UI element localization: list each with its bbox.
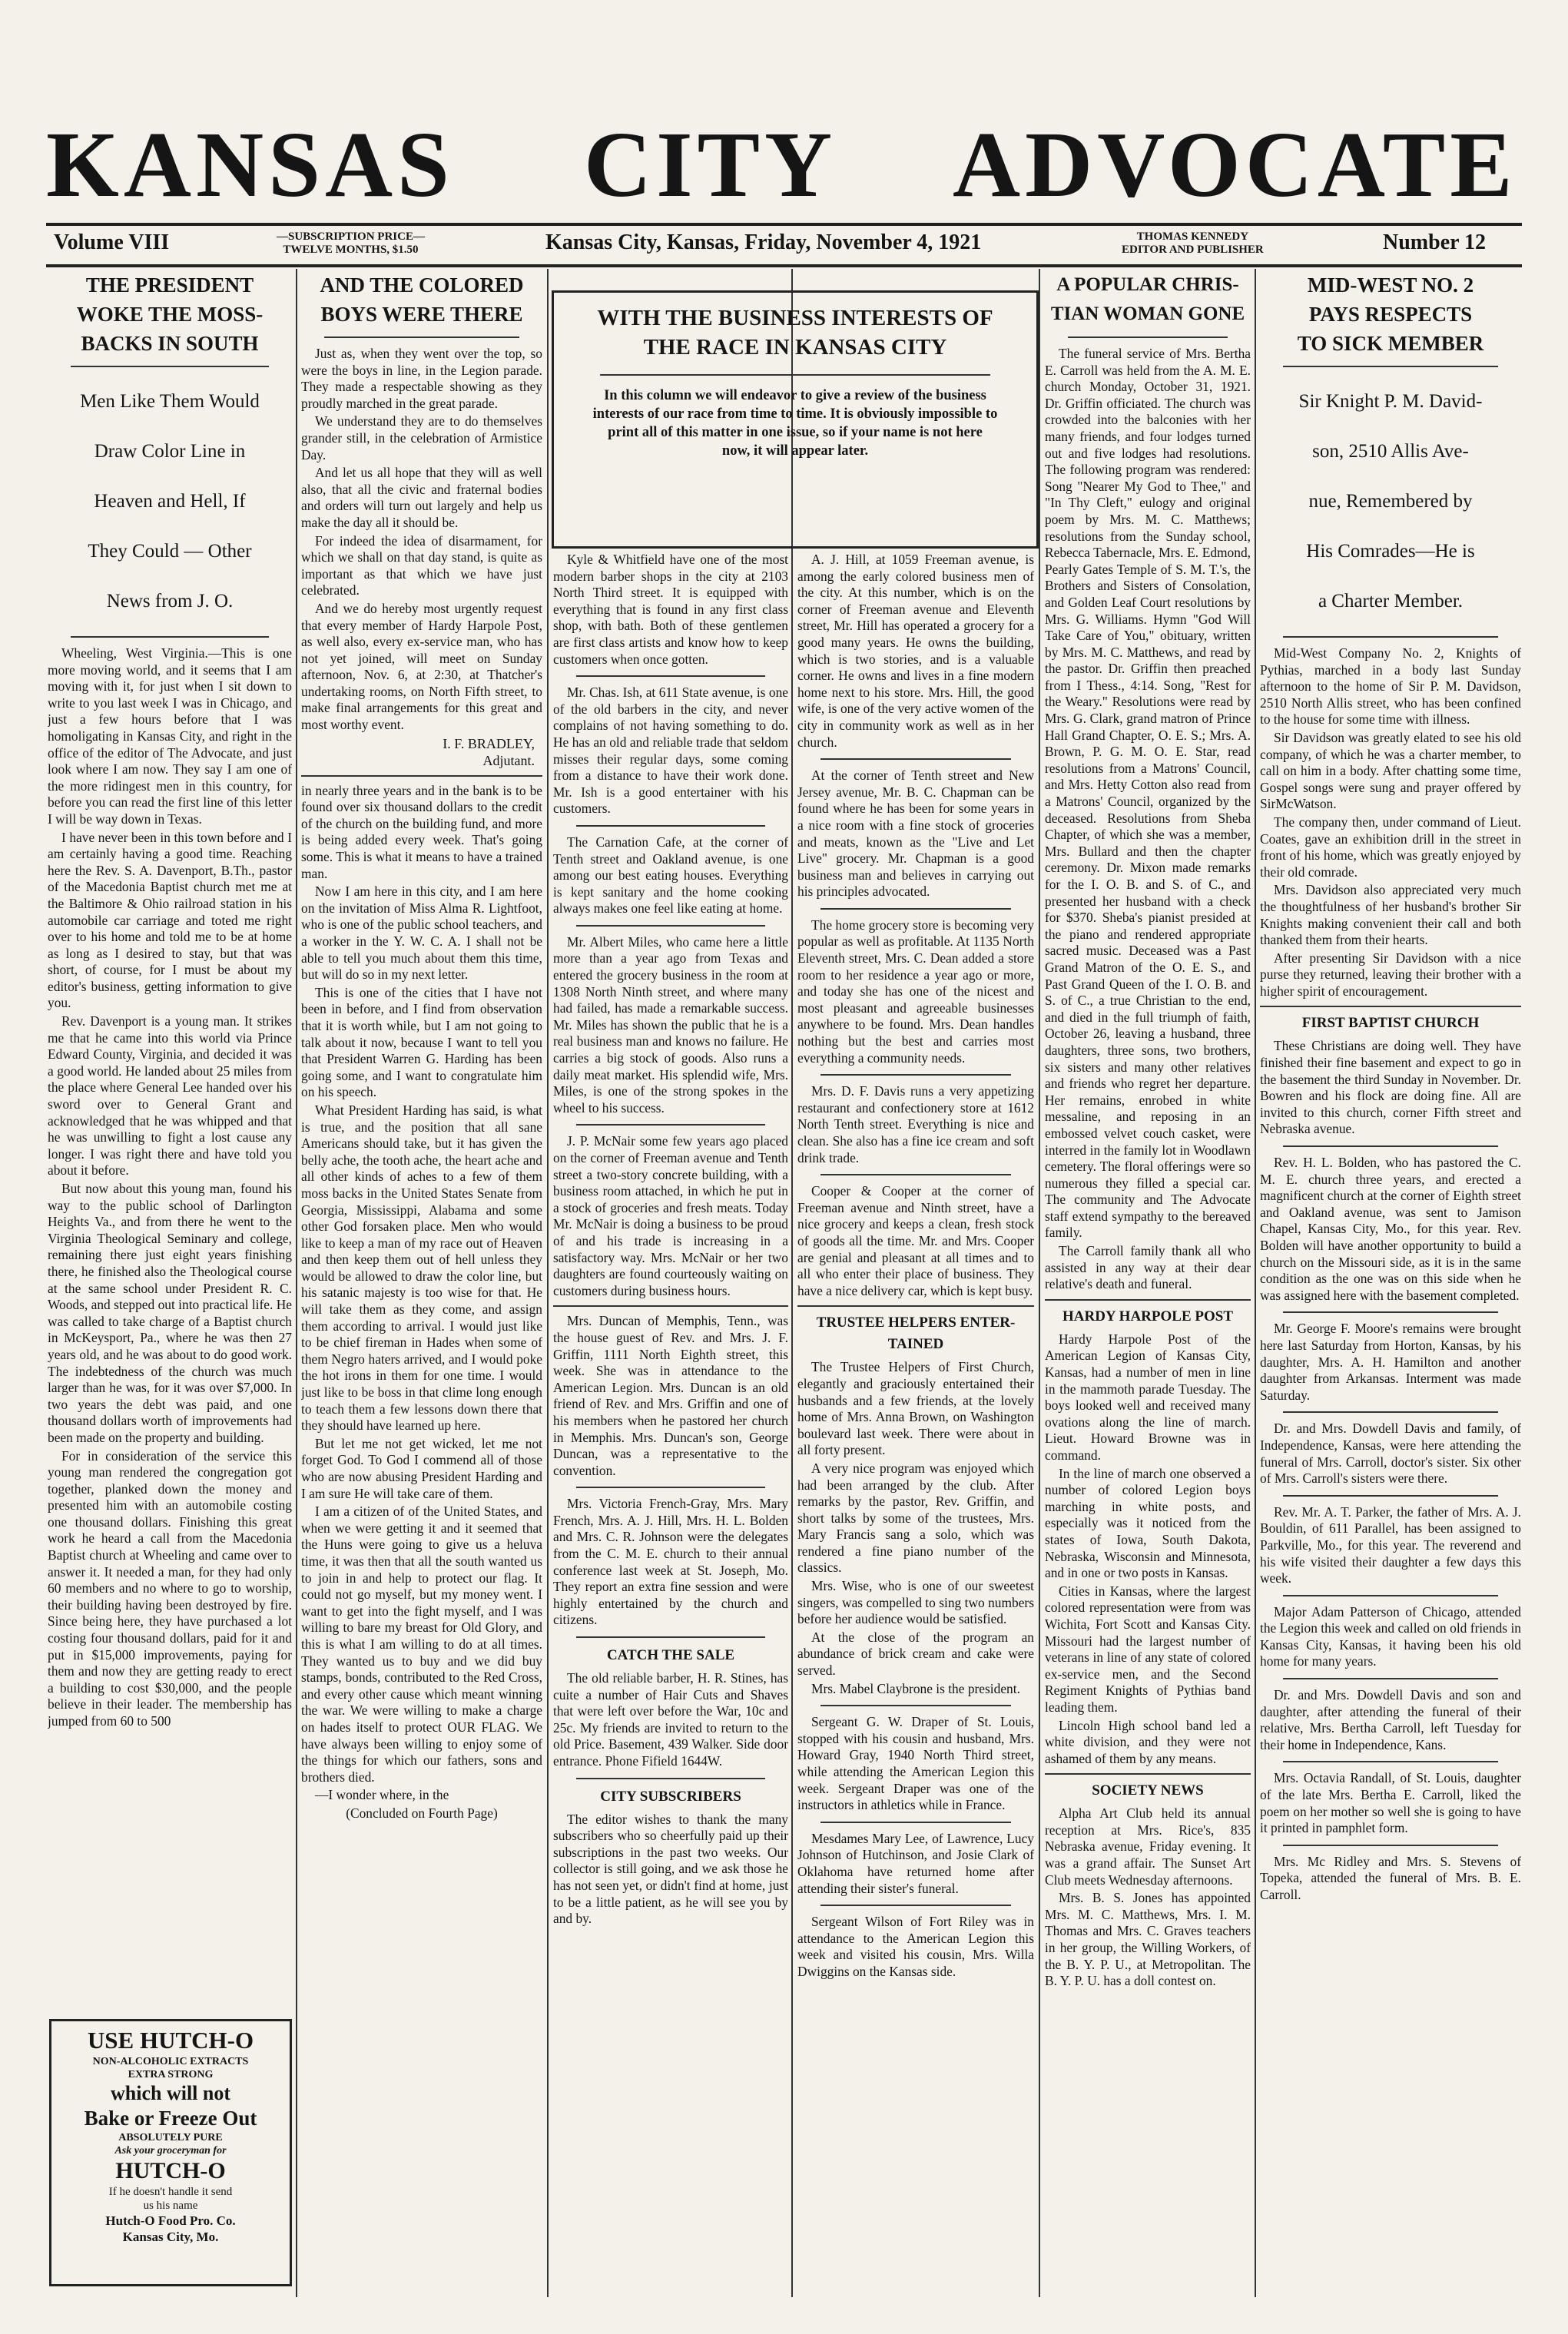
personal-item: Mrs. Duncan of Memphis, Tenn., was the house guest of Rev. and Mrs. J. F. Griffin, 1111 North Eighth street, this week. She was in attendance to the American Legion. Mrs. Duncan is an old friend of Rev. and Mrs. Griffin and one of his members when he pastored her church in Memphis. Mrs. Duncan's son, George Duncan, was a representative to the convention. bbox=[553, 1313, 788, 1478]
column-rule bbox=[791, 269, 793, 2297]
ad-brand: HUTCH-O bbox=[115, 2158, 226, 2183]
headline-colored-boys-line-1: AND THE COLORED bbox=[320, 274, 524, 297]
masthead-word-kansas: KANSAS bbox=[46, 113, 454, 217]
business-item: At the corner of Tenth street and New Jersey avenue, Mr. B. C. Chapman can be found where he has been for some years in a nice room with a fine stock of groceries and meats, known as the "Live and Let Live" grocery. Mr. Chapman is a good business man and believes in carrying out his principles advocated. bbox=[797, 768, 1034, 900]
ad-line: Ask your groceryman for bbox=[114, 2145, 227, 2157]
city-subscribers-text: The editor wishes to thank the many subscribers who so cheerfully paid up their subscriptions in the past two weeks. Our collector is still going, and we ask those he has not seen yet, or didn't find at home, just to be a little patient, as he will see you by and by. bbox=[553, 1811, 788, 1927]
divider bbox=[1283, 366, 1498, 367]
business-interests-box bbox=[552, 290, 1039, 549]
ad-title: USE HUTCH-O bbox=[87, 2027, 254, 2054]
article-paragraph: The Carroll family thank all who assisted in any way at their dear relative's death and funeral. bbox=[1045, 1243, 1251, 1292]
deck-line: Draw Color Line in bbox=[94, 441, 246, 462]
trustee-helpers-heading-line-1: TRUSTEE HELPERS ENTER- bbox=[816, 1315, 1016, 1331]
article-paragraph: The funeral service of Mrs. Bertha E. Carroll was held from the A. M. E. church Monday, October 31, 1921. Dr. Griffin officiated. The church was crowded into the balconies with her many friends, and four lodges turned out and five lodges had resolutions. The following program was rendered: Song "Nearer My God to Thee," and "In Thy Cleft," eulogy and original poem by Mrs. M. C. Matthews; resolutions from the Sunday school, Rebecca Tabernacle, Mrs. E. Edmond, Pearly Gates Temple of S. M. T.'s, the Brothers and Sisters of Consolation, and Golden Leaf Court resolutions by Mrs. G. Williams. Hymn "God Will Take Care of You," obituary, written by Mrs. M. C. Matthews, and read by the pastor. Dr. Griffin then preached from I Thess., 4:14. Song, "Rest for the Weary." Resolutions were read by Mrs. G. Clark, grand matron of Prince Hall Grand Chapter, O. E. S.; Mrs. A. Brown, P. G. M. O. E. Star, read resolutions from a Matrons' Council, and Mrs. Hetty Cotton also read from a Matrons' Council, organized by the deceased. Resolutions from Sheba Chapter, of which she was a member, Mrs. Bullard and then the chapter ceremony. Dr. Mixon made remarks for the I. O. B. and S. of C., and presented her husband with a check for $370. Sheba's pianist presided at the piano and rendered appropriate sacred music. Deceased was a Past Grand Matron of the O. E. S., and Past Grand Queen of the I. O. B. and S. of C., a true Christian to the end, and died in the full triumph of faith, October 26, leaving a husband, three daughters, three sons, two brothers, six sisters and many other relatives and friends who regret her departure. Her remains, enrobed in white messaline, and reposing in an embossed velvet couch casket, were interred in the family lot in Woodlawn cemetery. The floral offerings were so numerous they filled a special car. The community and The Advocate staff extend sympathy to the bereaved family. bbox=[1045, 346, 1251, 1241]
ad-line: ABSOLUTELY PURE bbox=[118, 2132, 223, 2143]
divider bbox=[1283, 1761, 1498, 1762]
personal-item: Rev. Mr. A. T. Parker, the father of Mrs. A. J. Bouldin, of 611 Parallel, has been assigned to Parkville, Mo., for this year. The reverend and his wife visited their daughter a few days this week. bbox=[1260, 1504, 1521, 1586]
business-item: Mr. Albert Miles, who came here a little more than a year ago from Texas and entered the grocery business in the room at 1308 North Ninth street, and where many had failed, has made a remarkable success. Mr. Miles has shown the public that he is a real business man and knows no failure. He carries a big stock of goods. Also runs a daily meat market. His splendid wife, Mrs. Miles, is one of the strong spokes in the wheel to his success. bbox=[553, 933, 788, 1116]
issue-info-bar bbox=[46, 223, 1522, 267]
article-paragraph: For indeed the idea of disarmament, for which we shall on that day stand, is quite as important as that which we have just celebrated. bbox=[301, 532, 542, 598]
divider bbox=[324, 337, 519, 338]
article-paragraph: I have never been in this town before and I am certainly having a good time. Reaching here the Rev. S. A. Davenport, B.Th., pastor of the Macedonia Baptist church met me at the Baltimore & Ohio railroad station in his automobile car carriage and toted me right over to his home and told me to be at home as long as I desired to stay, but that was short, of course, for I must be about my editor's business, getting information to give you. bbox=[48, 829, 292, 1011]
divider bbox=[820, 1074, 1011, 1076]
business-item: Cooper & Cooper at the corner of Freeman avenue and Ninth street, have a nice grocery and keeps a clean, fresh stock of goods all the time. Mr. and Mrs. Cooper are genial and pleasant at all times and to all who enter their place of business. They have a nice delivery car, which is kept busy. bbox=[797, 1183, 1034, 1298]
divider bbox=[1283, 1495, 1498, 1497]
divider bbox=[1283, 636, 1498, 638]
article-paragraph: in nearly three years and in the bank is to be found over six thousand dollars to the credit of the church on the building fund, and more is being added every week. That's going some. This is what it means to have a trained man. bbox=[301, 782, 542, 881]
headline-president-line-3: BACKS IN SOUTH bbox=[81, 332, 259, 355]
hutch-o-advertisement bbox=[49, 2019, 292, 2286]
society-news-heading: SOCIETY NEWS bbox=[1092, 1782, 1204, 1799]
deck-line: News from J. O. bbox=[106, 591, 234, 612]
personal-item: Major Adam Patterson of Chicago, attended the Legion this week and called on old friends in Kansas City, Kansas, it having been his old home for many years. bbox=[1260, 1603, 1521, 1669]
catch-the-sale-heading: CATCH THE SALE bbox=[606, 1647, 735, 1664]
trustee-helpers-heading-line-2: TAINED bbox=[887, 1336, 944, 1353]
article-paragraph: Mrs. B. S. Jones has appointed Mrs. M. C. Matthews, Mrs. I. M. Thomas and Mrs. C. Graves teachers in her group, the Willing Workers, of the B. Y. P. U., at Metropolitan. The B. Y. P. U. has a doll contest on. bbox=[1045, 1890, 1251, 1989]
article-paragraph: Cities in Kansas, where the largest colored representation were from was Wichita, Fort Scott and Kansas City. Missouri had the largest number of veterans in line of any state of colored ex-service men, and the Second Regiment Knights of Pythias band leading them. bbox=[1045, 1583, 1251, 1715]
deck-line: His Comrades—He is bbox=[1306, 541, 1475, 562]
continued-notice: (Concluded on Fourth Page) bbox=[346, 1805, 498, 1821]
column-3 bbox=[553, 552, 788, 2296]
divider bbox=[576, 1487, 765, 1488]
deck-line: a Charter Member. bbox=[1318, 591, 1464, 612]
divider bbox=[820, 1174, 1011, 1175]
headline-christian-woman-line-1: A POPULAR CHRIS- bbox=[1056, 274, 1239, 295]
deck-line: nue, Remembered by bbox=[1308, 491, 1473, 512]
ad-line: us his name bbox=[143, 2200, 198, 2212]
divider bbox=[71, 636, 269, 638]
divider bbox=[797, 1305, 1034, 1307]
divider bbox=[600, 374, 990, 376]
article-paragraph: Lincoln High school band led a white division, and they were not ashamed of them by any means. bbox=[1045, 1717, 1251, 1766]
business-item: Kyle & Whitfield have one of the most modern barber shops in the city at 2103 North Third street. It is equipped with everything that is found in any first class shop, with bath. Both of these gentlemen are first class artists and know how to keep customers when once gotten. bbox=[553, 552, 788, 667]
divider bbox=[820, 1822, 1011, 1823]
article-paragraph: After presenting Sir Davidson with a nice purse they returned, leaving their brother with a higher spirit of encouragement. bbox=[1260, 950, 1521, 999]
divider bbox=[576, 825, 765, 827]
divider bbox=[820, 758, 1011, 760]
divider bbox=[1283, 1678, 1498, 1679]
personal-item: Dr. and Mrs. Dowdell Davis and family, of Independence, Kansas, were here attending the funeral of Mrs. Carroll, doctor's sister. Six other of Mrs. Carroll's sisters were there. bbox=[1260, 1421, 1521, 1487]
personal-item: Mrs. Victoria French-Gray, Mrs. Mary French, Mrs. A. J. Hill, Mrs. H. L. Bolden and Mrs. C. R. Johnson were the delegates from the C. M. E. church to their annual conference last week at St. Joseph, Mo. They report an extra fine session and were highly entertained by the church and citizens. bbox=[553, 1496, 788, 1628]
column-4 bbox=[797, 552, 1034, 2296]
catch-the-sale-text: The old reliable barber, H. R. Stines, has cuite a number of Hair Cuts and Shaves that were left over before the War, 10c and 25c. My friends are invited to return to the old Price. Basement, 439 Walker. Side door entrance. Phone Fifield 1644W. bbox=[553, 1670, 788, 1769]
personal-item: Mrs. Octavia Randall, of St. Louis, daughter of the late Mrs. Bertha E. Carroll, liked the poem on her mother so well she is going to have it printed in pamphlet form. bbox=[1260, 1770, 1521, 1836]
subscription-price bbox=[277, 230, 425, 257]
article-paragraph: At the close of the program an abundance of brick cream and cake were served. bbox=[797, 1629, 1034, 1679]
personal-item: Rev. H. L. Bolden, who has pastored the C. M. E. church three years, and erected a magnificent church at the corner of Eighth street and Oakland avenue, was sent to Jamison Chapel, Kansas City, Mo., for this year. Rev. Bolden will have another opportunity to build a church on the Missouri side, as it is in the same condition as the one was on this side when he was assigned here with the basement completed. bbox=[1260, 1155, 1521, 1303]
article-paragraph: I am a citizen of of the United States, and when we were getting it and it seemed that the Huns were going to give us a heluva time, it was then that all the south wanted us to join in and help to protect our flag. It could not go myself, but my money went. I want to get into the fight myself, and I was willing to bare my breast for Old Glory, and this is what I am willing to do at all times. They wanted us to buy and we did buy stamps, bonds, contributed to the Red Cross, and every other cause which meant winning the war. We were willing to make a charge on hades itself to protect OUR FLAG. We have always been willing to enjoy some of the things for which our fathers, sons and brothers died. bbox=[301, 1504, 542, 1785]
column-rule bbox=[296, 269, 297, 2297]
divider bbox=[1260, 1006, 1521, 1007]
issue-number: Number 12 bbox=[1383, 230, 1487, 254]
ad-line: which will not bbox=[110, 2082, 231, 2104]
headline-mid-west-line-3: TO SICK MEMBER bbox=[1297, 332, 1484, 355]
column-5 bbox=[1045, 270, 1251, 2299]
article-paragraph: Sir Davidson was greatly elated to see his old company, of which he was a charter member, to call on him in a body. After chatting some time, Gospel songs were sung and prayer offered by SirMcWatson. bbox=[1260, 729, 1521, 812]
ad-line: EXTRA STRONG bbox=[128, 2069, 214, 2080]
hardy-harpole-heading: HARDY HARPOLE POST bbox=[1062, 1308, 1234, 1324]
article-paragraph: And we do hereby most urgently request that every member of Hardy Harpole Post, as well also, every ex-service man, who has not yet joined, will meet on Sunday afternoon, Nov. 6, at 2:30, at Thatcher's undertaking rooms, on North Fifth street, to make final arrangements for this great and most worthy event. bbox=[301, 600, 542, 733]
divider bbox=[576, 1778, 765, 1779]
article-paragraph: The company then, under command of Lieut. Coates, gave an exhibition drill in the street in front of his home, which was greatly enjoyed by their old comrade. bbox=[1260, 814, 1521, 880]
article-paragraph: Just as, when they went over the top, so were the boys in line, in the Legion parade. They made a respectable showing as they proudly marched in the great parade. bbox=[301, 346, 542, 411]
article-paragraph: These Christians are doing well. They have finished their fine basement and expect to go in the basement the third Sunday in November. Dr. Bowren and his flock are doing fine. All are invited to this church, corner Fifth street and Nebraska avenue. bbox=[1260, 1038, 1521, 1137]
article-paragraph: Wheeling, West Virginia.—This is one more moving world, and it seems that I am moving with it, for just when I sit down to write to you last week I was in Chicago, and just a few hours before that I was homoligating in Kansas City, and right in the office of the editor of The Advocate, and just look where I am now. They say I am one of the more ridingest men in this country, for before you can read the first line of this letter I will be way down in Texas. bbox=[48, 645, 292, 827]
box-headline-line-2: THE RACE IN KANSAS CITY bbox=[643, 335, 947, 360]
business-item: The home grocery store is becoming very popular as well as profitable. At 1135 North Eleventh street, Mrs. C. Dean added a store room to her residence a year ago or more, and today she has one of the nicest and most pleasant and agreeable businesses anywhere to be found. Mrs. Dean handles nothing but the best and carries most everything a community needs. bbox=[797, 917, 1034, 1066]
article-paragraph: This is one of the cities that I have not been in before, and I find from observation that it is worth while, but I am not going to talk about it now, because I want to tell you that President Warren G. Harding has been going some, and I want to congratulate him on his speech. bbox=[301, 984, 542, 1100]
divider bbox=[1283, 1845, 1498, 1846]
article-paragraph: But let me not get wicked, let me not forget God. To God I commend all of those who are now abusing President Harding and I am sure He will take care of them. bbox=[301, 1435, 542, 1501]
headline-christian-woman-line-2: TIAN WOMAN GONE bbox=[1050, 303, 1245, 324]
city-subscribers-heading: CITY SUBSCRIBERS bbox=[600, 1788, 741, 1805]
deck-line: Men Like Them Would bbox=[80, 391, 260, 412]
headline-president-line-1: THE PRESIDENT bbox=[85, 274, 254, 297]
article-paragraph: Mrs. Davidson also appreciated very much the thoughtfulness of her husband's brother Sir Knights making convenient their call and both thanked them from their hearts. bbox=[1260, 882, 1521, 948]
divider bbox=[1283, 1145, 1498, 1147]
article-paragraph: But now about this young man, found his way to the public school of Darlington Heights Va., and from there he went to the Virginia Theological Seminary and college, remaining there just eight years finishing there, he finished also the Theological course at the same school under President R. C. Woods, and stepped out into practical life. He was called to take charge of a Baptist church in McKeysport, Pa., where he was then 27 years old, and he was about to do good work. The indebtedness of the church was much larger than he was, for it was over $7,000. In two years the debt was paid, and one thousand dollars worth of improvements had been made on the property and building. bbox=[48, 1181, 292, 1445]
business-item: A. J. Hill, at 1059 Freeman avenue, is among the early colored business men of the city. At this number, which is on the corner of Freeman avenue and Eleventh street, Mr. Hill has operated a grocery for a good many years. He owns the building, which is two stories, and is a valuable corner. He owns and lives in a fine modern home next to his store. Mrs. Hill, the good wife, is one of the very active women of the city in community work as well as in her church. bbox=[797, 552, 1034, 750]
column-rule bbox=[1039, 269, 1040, 2297]
article-paragraph: And let us all hope that they will as well also, that all the civic and fraternal bodies and orders will turn out largely and help us make the day all it should be. bbox=[301, 465, 542, 530]
article-paragraph: Mrs. Mabel Claybrone is the president. bbox=[811, 1680, 1020, 1696]
personal-item: Mr. George F. Moore's remains were brought here last Saturday from Horton, Kansas, by his daughter, Mrs. A. H. Hamilton and another daughter from Arkansas. Interment was made Saturday. bbox=[1260, 1321, 1521, 1403]
personal-item: Sergeant G. W. Draper of St. Louis, stopped with his cousin and husband, Mrs. Howard Gray, 1940 North Third street, while attending the American Legion this week. Sergeant Draper was one of the instructors in athletics while in France. bbox=[797, 1714, 1034, 1813]
divider bbox=[1045, 1773, 1251, 1775]
business-item: J. P. McNair some few years ago placed on the corner of Freeman avenue and Tenth street a two-story concrete building, with a business room attached, in which he put in a stock of groceries and fresh meats. Today Mr. McNair is doing a business to be proud of and his trade is increasing in a satisfactory way. Mrs. McNair or her two daughters are found courteously waiting on customers during business hours. bbox=[553, 1133, 788, 1298]
divider bbox=[71, 366, 269, 367]
article-paragraph: Mrs. Wise, who is one of our sweetest singers, was compelled to sing two numbers before her audience would be satisfied. bbox=[797, 1578, 1034, 1627]
editor-title: EDITOR AND PUBLISHER bbox=[1122, 244, 1264, 256]
headline-mid-west-line-1: MID-WEST NO. 2 bbox=[1307, 274, 1474, 297]
column-rule bbox=[547, 269, 549, 2297]
headline-colored-boys-line-2: BOYS WERE THERE bbox=[320, 303, 523, 326]
column-1 bbox=[48, 270, 292, 2008]
article-paragraph: Mid-West Company No. 2, Knights of Pythias, marched in a body last Sunday afternoon to the home of Sir P. M. Davidson, 2510 North Allis street, who has been confined to the house for some time with illness. bbox=[1260, 645, 1521, 728]
signature-title: Adjutant. bbox=[482, 752, 535, 768]
masthead-word-city: CITY bbox=[584, 113, 837, 217]
divider bbox=[576, 1124, 765, 1126]
personal-item: Dr. and Mrs. Dowdell Davis and son and daughter, after attending the funeral of their relative, Mrs. Bertha Carroll, left Tuesday for their home in Independence, Kans. bbox=[1260, 1687, 1521, 1752]
editor-name: THOMAS KENNEDY bbox=[1136, 230, 1249, 243]
subscription-line-2: TWELVE MONTHS, $1.50 bbox=[283, 244, 419, 256]
divider bbox=[553, 1305, 788, 1307]
divider bbox=[1283, 1411, 1498, 1413]
article-paragraph: Hardy Harpole Post of the American Legion of Kansas City, Kansas, had a number of men in line in the mammoth parade Tuesday. The boys looked well and received many ovations along the line of march. Lieut. Howard Browne was in command. bbox=[1045, 1331, 1251, 1463]
article-paragraph: A very nice program was enjoyed which had been arranged by the club. After remarks by the pastor, Rev. Griffin, and short talks by some of the trustees, Mrs. Mary Francis sang a solo, which was rendered a fine piano number of the classics. bbox=[797, 1460, 1034, 1576]
divider bbox=[820, 1705, 1011, 1706]
business-item: The Carnation Cafe, at the corner of Tenth street and Oakland avenue, is one among our best eating houses. Everything is kept sanitary and the home cooking always makes one feel like eating at home. bbox=[553, 834, 788, 917]
volume-label: Volume VIII bbox=[54, 230, 170, 254]
column-2 bbox=[301, 270, 542, 2299]
article-paragraph: Rev. Davenport is a young man. It strikes me that he came into this world via Prince Edward County, Virginia, and decided it was a good world. He landed about 25 miles from the place where General Lee handed over his sword over to General Grant and acknowledged that he was whipped and that he was unwilling to fight a lost cause any longer. I was right there and have told you about it before. bbox=[48, 1013, 292, 1179]
article-paragraph: For in consideration of the service this young man rendered the congregation got together, planked down the money and presented him with an automobile costing one thousand dollars. Finishing this great work he heard a call from the Macedonia Baptist church at Wheeling and came over to answer it. It needed a man, for they had only 60 members and no where to go to worship, their building having been destroyed by fire. Since being here, they have purchased a lot costing four thousand dollars, paid for it and put in $15,000 improvements, paying for them and now they are getting ready to erect a building to cost $30,000, and the people believe in their leader. The membership has jumped from 60 to 500 bbox=[48, 1447, 292, 1729]
column-rule bbox=[1255, 269, 1256, 2297]
ad-line: If he doesn't handle it send bbox=[108, 2186, 233, 2198]
deck-line: son, 2510 Allis Ave- bbox=[1312, 441, 1469, 462]
article-paragraph: We understand they are to do themselves grander still, in the celebration of Armistice Day. bbox=[301, 413, 542, 462]
ad-line: NON-ALCOHOLIC EXTRACTS bbox=[92, 2056, 249, 2067]
ad-line: Bake or Freeze Out bbox=[84, 2107, 257, 2130]
column-6 bbox=[1260, 270, 1521, 2299]
personal-item: Mrs. Mc Ridley and Mrs. S. Stevens of Topeka, attended the funeral of Mrs. B. E. Carroll. bbox=[1260, 1853, 1521, 1902]
deck-line: They Could — Other bbox=[88, 541, 252, 562]
article-paragraph: Alpha Art Club held its annual reception at Mrs. Rice's, 835 Nebraska avenue, Friday evening. It was a grand affair. The Sunset Art Club meets Wednesday afternoons. bbox=[1045, 1805, 1251, 1888]
divider bbox=[1068, 337, 1228, 338]
business-item: Mrs. D. F. Davis runs a very appetizing restaurant and confectionery store at 1612 North Tenth street. Everything is nice and clean. She also has a fine ice cream and soft drink trade. bbox=[797, 1083, 1034, 1165]
divider bbox=[1283, 1311, 1498, 1313]
box-intro: In this column we will endeavor to give a review of the business interests of our race from time to time. It is obviously impossible to print all of this matter in one issue, so if your name is not here now, it will appear later. bbox=[592, 388, 998, 459]
article-paragraph: What President Harding has said, is what is true, and the position that all sane Americans should take, but it has given the belly ache, the tooth ache, the heart ache and all other kinds of aches to a few of them moss backs in the United States Senate from Georgia, Mississippi, Alabama and some other God forsaken place. Men who would like to keep a man of my race out of Heaven and then keep them out of hell unless they would be allowed to draw the color line, but his satanic majesty is too wise for that. He will take them as they come, and assign them according to arrival. I would just like to be chief fireman in Hades when some of them Negro haters arrived, and I would poke the hot irons in them for one time. I would just like to be boss in that clime long enough to teach them a few lessons down there that they should have learned up here. bbox=[301, 1102, 542, 1434]
divider bbox=[576, 675, 765, 677]
headline-mid-west-line-2: PAYS RESPECTS bbox=[1308, 303, 1473, 326]
divider bbox=[576, 925, 765, 927]
dateline: Kansas City, Kansas, Friday, November 4, 1921 bbox=[545, 230, 982, 254]
subscription-line-1: —SUBSCRIPTION PRICE— bbox=[277, 230, 425, 243]
personal-item: Sergeant Wilson of Fort Riley was in attendance to the American Legion this week and visited his cousin, Mrs. Willa Dwiggins on the Kansas side. bbox=[797, 1914, 1034, 1979]
divider bbox=[820, 1905, 1011, 1906]
divider bbox=[576, 1636, 765, 1638]
box-headline-line-1: WITH THE BUSINESS INTERESTS OF bbox=[597, 306, 993, 330]
headline-president-line-2: WOKE THE MOSS- bbox=[76, 303, 264, 326]
ad-company: Hutch-O Food Pro. Co. bbox=[105, 2213, 236, 2228]
divider bbox=[820, 908, 1011, 910]
editor-credit bbox=[1122, 230, 1264, 257]
personal-item: Mesdames Mary Lee, of Lawrence, Lucy Johnson of Hutchinson, and Josie Clark of Oklahoma have returned home after attending their sister's funeral. bbox=[797, 1830, 1034, 1896]
article-paragraph: The Trustee Helpers of First Church, elegantly and graciously entertained their husbands and a few friends, at the lovely home of Mrs. Anna Brown, on Washington boulevard last week. There were about in all forty present. bbox=[797, 1359, 1034, 1458]
ad-city: Kansas City, Mo. bbox=[122, 2230, 219, 2244]
deck-line: Heaven and Hell, If bbox=[94, 491, 246, 512]
masthead-word-advocate: ADVOCATE bbox=[953, 113, 1517, 217]
signature-name: I. F. BRADLEY, bbox=[443, 735, 535, 751]
first-baptist-heading: FIRST BAPTIST CHURCH bbox=[1301, 1015, 1480, 1032]
deck-line: Sir Knight P. M. David- bbox=[1298, 391, 1483, 412]
divider bbox=[1045, 1299, 1251, 1301]
article-paragraph: In the line of march one observed a number of colored Legion boys marching in white posts, and especially was it noticed from the states of Iowa, South Dakota, Nebraska, Wisconsin and Minnesota, and in one or two posts in Kansas. bbox=[1045, 1465, 1251, 1581]
divider bbox=[301, 775, 542, 777]
article-paragraph: —I wonder where, in the bbox=[315, 1787, 449, 1803]
article-paragraph: Now I am here in this city, and I am here on the invitation of Miss Alma R. Lightfoot, who is one of the public school teachers, and a worker in the Y. W. C. A. I shall not be able to tell you much about them this time, but will do so in my next letter. bbox=[301, 884, 542, 983]
divider bbox=[1283, 1595, 1498, 1596]
masthead bbox=[46, 108, 1522, 223]
business-item: Mr. Chas. Ish, at 611 State avenue, is one of the old barbers in the city, and never complains of not having something to do. He has an old and reliable trade that seldom misses their regular days, some coming from a distance to have their work done. Mr. Ish is a good entertainer with his customers. bbox=[553, 685, 788, 817]
